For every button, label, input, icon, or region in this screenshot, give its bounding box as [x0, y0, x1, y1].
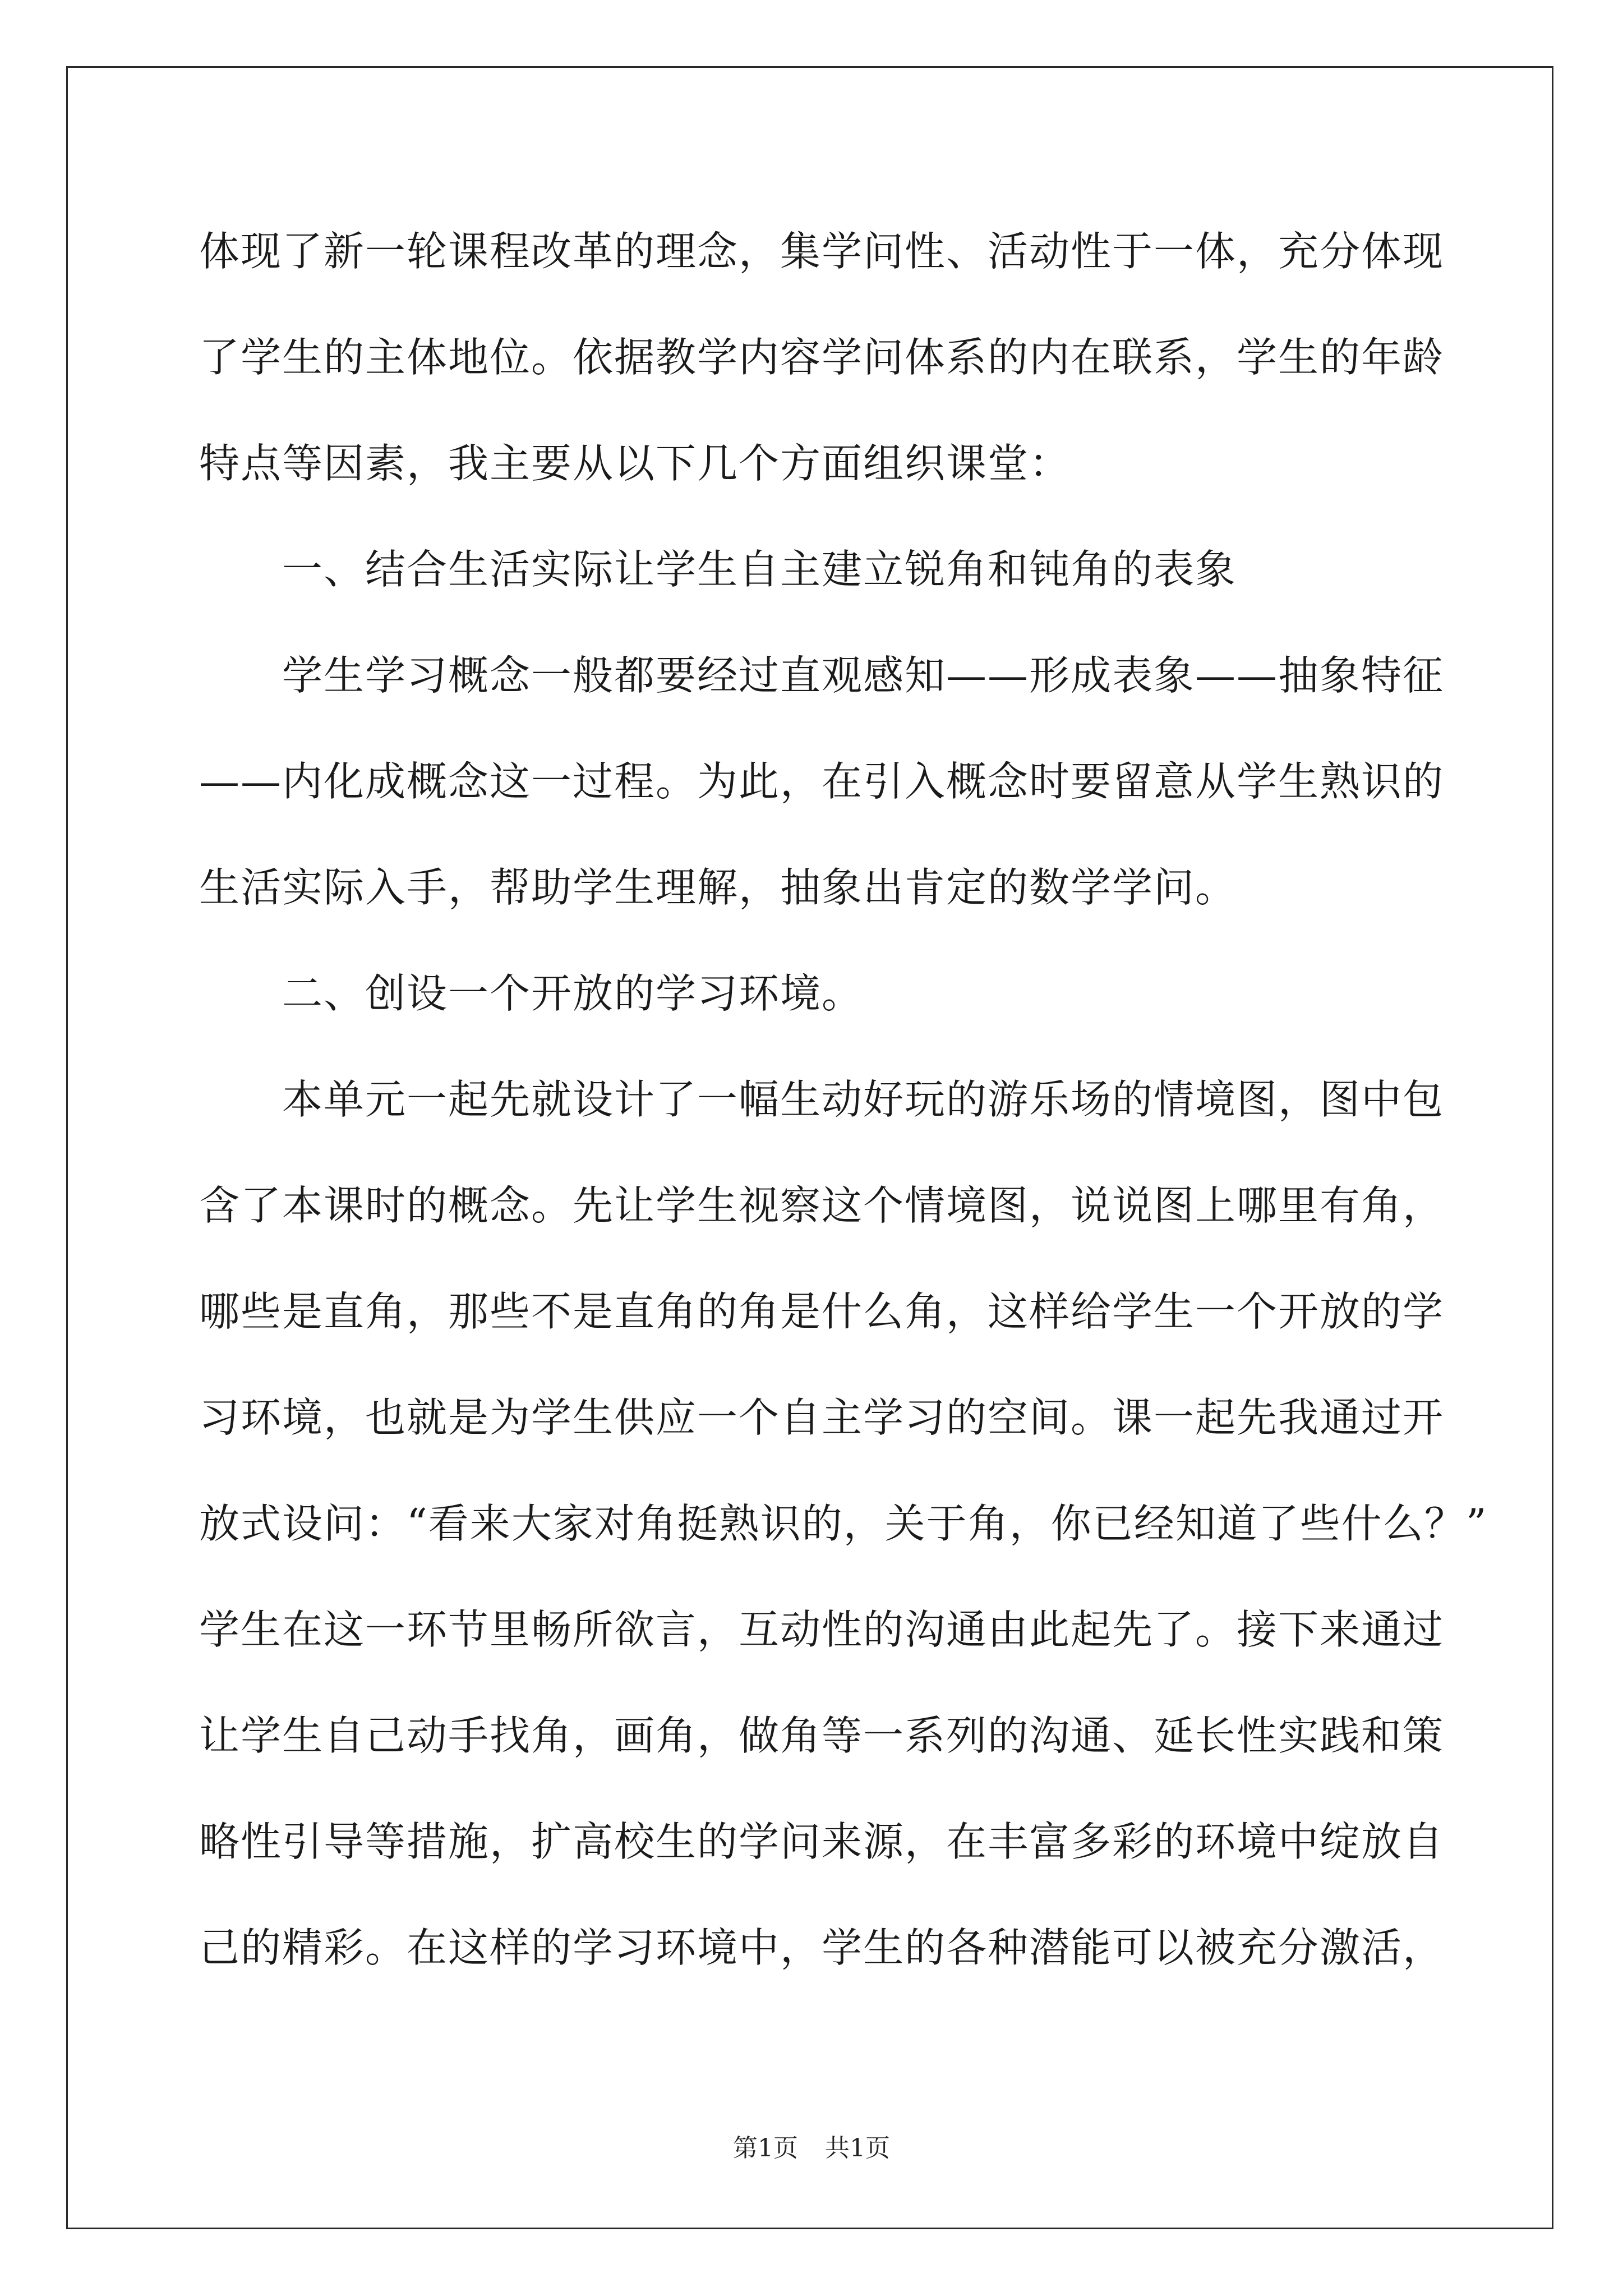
text-line: 放式设问：“看来大家对角挺熟识的，关于角，你已经知道了些什么？”	[199, 1500, 1488, 1547]
text-line: 习环境，也就是为学生供应一个自主学习的空间。课一起先我通过开	[199, 1394, 1445, 1441]
text-line: 学生在这一环节里畅所欲言，互动性的沟通由此起先了。接下来通过	[199, 1606, 1445, 1653]
text-line: 学生学习概念一般都要经过直观感知——形成表象——抽象特征	[199, 652, 1445, 699]
text-line: 让学生自己动手找角，画角，做角等一系列的沟通、延长性实践和策	[199, 1712, 1445, 1759]
section-heading: 二、创设一个开放的学习环境。	[199, 970, 864, 1017]
text-line: 本单元一起先就设计了一幅生动好玩的游乐场的情境图，图中包	[199, 1076, 1445, 1123]
page-footer	[0, 2132, 1623, 2165]
text-line: 略性引导等措施，扩高校生的学问来源，在丰富多彩的环境中绽放自	[199, 1818, 1445, 1865]
text-line: 己的精彩。在这样的学习环境中，学生的各种潜能可以被充分激活，	[199, 1924, 1445, 1971]
text-line: 含了本课时的概念。先让学生视察这个情境图，说说图上哪里有角，	[199, 1182, 1445, 1229]
page-number: 第1页	[733, 2134, 798, 2162]
text-line: 体现了新一轮课程改革的理念，集学问性、活动性于一体，充分体现	[199, 228, 1445, 275]
text-line: ——内化成概念这一过程。为此，在引入概念时要留意从学生熟识的	[199, 758, 1445, 805]
page-total: 共1页	[825, 2134, 890, 2162]
text-line: 特点等因素，我主要从以下几个方面组织课堂：	[199, 440, 1071, 487]
text-line: 哪些是直角，那些不是直角的角是什么角，这样给学生一个开放的学	[199, 1288, 1445, 1335]
section-heading: 一、结合生活实际让学生自主建立锐角和钝角的表象	[199, 546, 1237, 593]
text-line: 了学生的主体地位。依据教学内容学问体系的内在联系，学生的年龄	[199, 334, 1445, 381]
text-line: 生活实际入手，帮助学生理解，抽象出肯定的数学学问。	[199, 864, 1237, 911]
page-border	[66, 66, 1553, 2229]
